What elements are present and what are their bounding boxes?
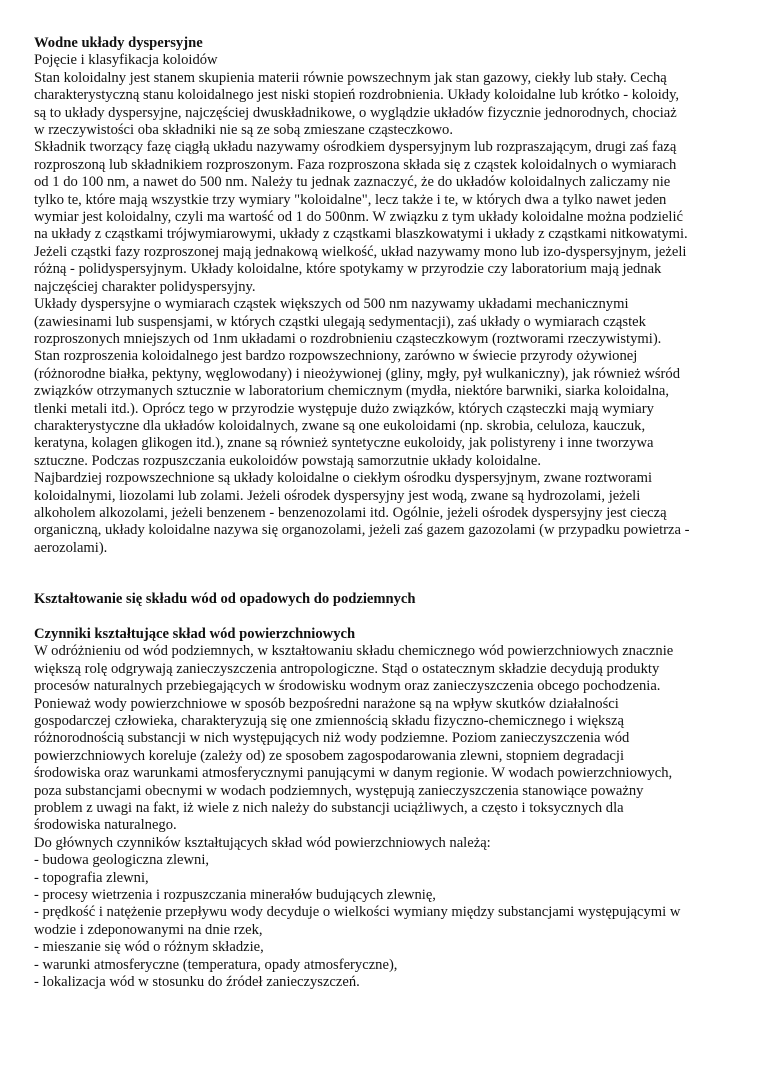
paragraph-line: tlenki metali itd.). Oprócz tego w przyrodzie występuje dużo związków, których cząsteczki mają wymiary (34, 400, 654, 417)
list-item: - mieszanie się wód o różnym składzie, (34, 939, 264, 956)
document-page (34, 35, 734, 992)
list-item: - topografia zlewni, (34, 869, 149, 886)
paragraph-line: problem z uwagi na fakt, iż wiele z nich należy do substancji uciążliwych, a często i toksycznych dla (34, 800, 624, 817)
section-gap (34, 557, 734, 591)
paragraph-line: w rzeczywistości oba składniki nie są ze sobą zmieszane cząsteczkowo. (34, 122, 453, 139)
paragraph-line: koloidalnymi, liozolami lub zolami. Jeżeli ośrodek dyspersyjny jest wodą, zwane są hydrozolami, jeżeli (34, 487, 641, 504)
paragraph-line: Składnik tworzący fazę ciągłą układu nazywamy ośrodkiem dyspersyjnym lub rozpraszającym, drugi zaś fazą (34, 139, 677, 156)
section-title-water-composition: Kształtowanie się składu wód od opadowych do podziemnych (34, 591, 416, 608)
paragraph-line: środowiska naturalnego. (34, 817, 177, 834)
paragraph-line: (różnorodne białka, pektyny, węglowodany) i nieożywionej (gliny, mgły, pył wulkaniczny), jak również wśród (34, 365, 681, 382)
list-item: - warunki atmosferyczne (temperatura, opady atmosferyczne), (34, 956, 398, 973)
paragraph-line: rozproszoną lub składnikiem rozproszonym. Faza rozproszona składa się z cząstek koloidalnych o wymiarach (34, 156, 677, 173)
section1-body (34, 70, 734, 557)
paragraph-line: poza substancjami obecnymi w wodach podziemnych, występują zanieczyszczenia stanowiące poważny (34, 782, 644, 799)
section-title-dispersion: Wodne układy dyspersyjne (34, 35, 203, 51)
paragraph-line: charakterystyczne dla układów koloidalnych, zwane są one eukoloidami (np. skrobia, celuloza, kauczuk, (34, 417, 646, 434)
paragraph-line: najczęściej charakter polidyspersyjny. (34, 278, 256, 295)
paragraph-line: alkoholem alkozolami, jeżeli benzenem - benzenozolami itd. Ogólnie, jeżeli ośrodek dyspersyjny jest cieczą (34, 504, 667, 521)
paragraph-line: gospodarczej człowieka, charakteryzują się one zmiennością składu fizyczno-chemicznego i większą (34, 713, 624, 730)
paragraph-line: Najbardziej rozpowszechnione są układy koloidalne o ciekłym ośrodku dyspersyjnym, zwane roztworami (34, 470, 653, 487)
paragraph-line: Stan koloidalny jest stanem skupienia materii równie powszechnym jak stan gazowy, ciekły lub stały. Cechą (34, 69, 667, 86)
paragraph-line: na układy z cząstkami trójwymiarowymi, układy z cząstkami blaszkowatymi i układy z cząstkami nitkowatymi. (34, 226, 688, 243)
section-subtitle-colloids: Pojęcie i klasyfikacja koloidów (34, 52, 218, 69)
factors-list (34, 852, 734, 991)
paragraph-line: Jeżeli cząstki fazy rozproszonej mają jednakową wielkość, układ nazywamy mono lub izo-dyspersyjnym, jeżeli (34, 243, 687, 260)
paragraph-line: są to układy dyspersyjne, najczęściej dwuskładnikowe, o wyglądzie układów fizycznie jednorodnych, chociaż (34, 104, 677, 121)
list-item: wodzie i zdeponowanymi na dnie rzek, (34, 921, 263, 938)
paragraph-line: związków otrzymanych sztucznie w laboratorium chemicznym (mydła, niektóre barwniki, siarka koloidalna, (34, 383, 670, 400)
paragraph-line: (zawiesinami lub suspensjami, w których cząstki ulegają sedymentacji), zaś układy o wymiarach cząstek (34, 313, 646, 330)
paragraph-line: Stan rozproszenia koloidalnego jest bardzo rozpowszechniony, zarówno w świecie przyrody ożywionej (34, 348, 638, 365)
paragraph-line: różnorodnością substancji w nich występujących niż wody podziemne. Poziom zanieczyszczenia wód (34, 730, 630, 747)
paragraph-line: keratyna, kolagen glikogen itd.), znane są również syntetyczne eukoloidy, jak polistyreny i inne tworzywa (34, 435, 654, 452)
section-gap (34, 609, 734, 626)
paragraph-line: wymiar jest koloidalny, czyli ma wartość od 1 do 500nm. W związku z tym układy koloidalne można podzielić (34, 209, 683, 226)
paragraph-line: procesów naturalnych przebiegających w środowisku wodnym oraz zanieczyszczenia obcego pochodzenia. (34, 678, 661, 695)
paragraph-line: Układy dyspersyjne o wymiarach cząstek większych od 500 nm nazywamy układami mechanicznymi (34, 296, 629, 313)
paragraph-line: rozproszonych mniejszych od 1nm układami o rozdrobnieniu cząsteczkowym (roztworami rzeczywistymi). (34, 330, 662, 347)
paragraph-line: powierzchniowych koreluje (zależy od) ze sposobem zagospodarowania zlewni, stopniem degradacji (34, 747, 625, 764)
paragraph-line: aerozolami). (34, 539, 108, 556)
paragraph-line: organiczną, układy koloidalne nazywa się organozolami, jeżeli zaś gazem gazozolami (w przypadku powietrza - (34, 522, 690, 539)
list-item: - lokalizacja wód w stosunku do źródeł zanieczyszczeń. (34, 974, 360, 991)
section2-body (34, 643, 734, 852)
paragraph-line: różną - polidyspersyjnym. Układy koloidalne, które spotykamy w przyrodzie czy laboratorium mają jednak (34, 261, 662, 278)
paragraph-line: od 1 do 100 nm, a nawet do 500 nm. Należy tu jednak zaznaczyć, że do układów koloidalnych zaliczamy nie (34, 174, 671, 191)
paragraph-line: tylko te, które mają wszystkie trzy wymiary "koloidalne", lecz także i te, w których dwa a tylko nawet jeden (34, 191, 667, 208)
paragraph-line: charakterystyczną stanu koloidalnego jest niski stopień rozdrobnienia. Układy koloidalne lub krótko - koloidy, (34, 87, 680, 104)
paragraph-line: Do głównych czynników kształtujących skład wód powierzchniowych należą: (34, 834, 491, 851)
paragraph-line: środowiska oraz warunkami atmosferycznymi panującymi w danym regionie. W wodach powierzchniowych, (34, 765, 673, 782)
list-item: - prędkość i natężenie przepływu wody decyduje o wielkości wymiany między substancjami występującymi w (34, 904, 681, 921)
list-item: - budowa geologiczna zlewni, (34, 852, 210, 869)
section-subtitle-surface-water: Czynniki kształtujące skład wód powierzchniowych (34, 625, 356, 642)
paragraph-line: Ponieważ wody powierzchniowe w sposób bezpośredni narażone są na wpływ skutków działalności (34, 695, 619, 712)
paragraph-line: W odróżnieniu od wód podziemnych, w kształtowaniu składu chemicznego wód powierzchniowych znacznie (34, 643, 674, 660)
list-item: - procesy wietrzenia i rozpuszczania minerałów budujących zlewnię, (34, 887, 436, 904)
paragraph-line: sztuczne. Podczas rozpuszczania eukoloidów powstają samorzutnie układy koloidalne. (34, 452, 541, 469)
paragraph-line: większą rolę odgrywają zanieczyszczenia antropologiczne. Stąd o ostatecznym składzie decydują produkty (34, 660, 660, 677)
